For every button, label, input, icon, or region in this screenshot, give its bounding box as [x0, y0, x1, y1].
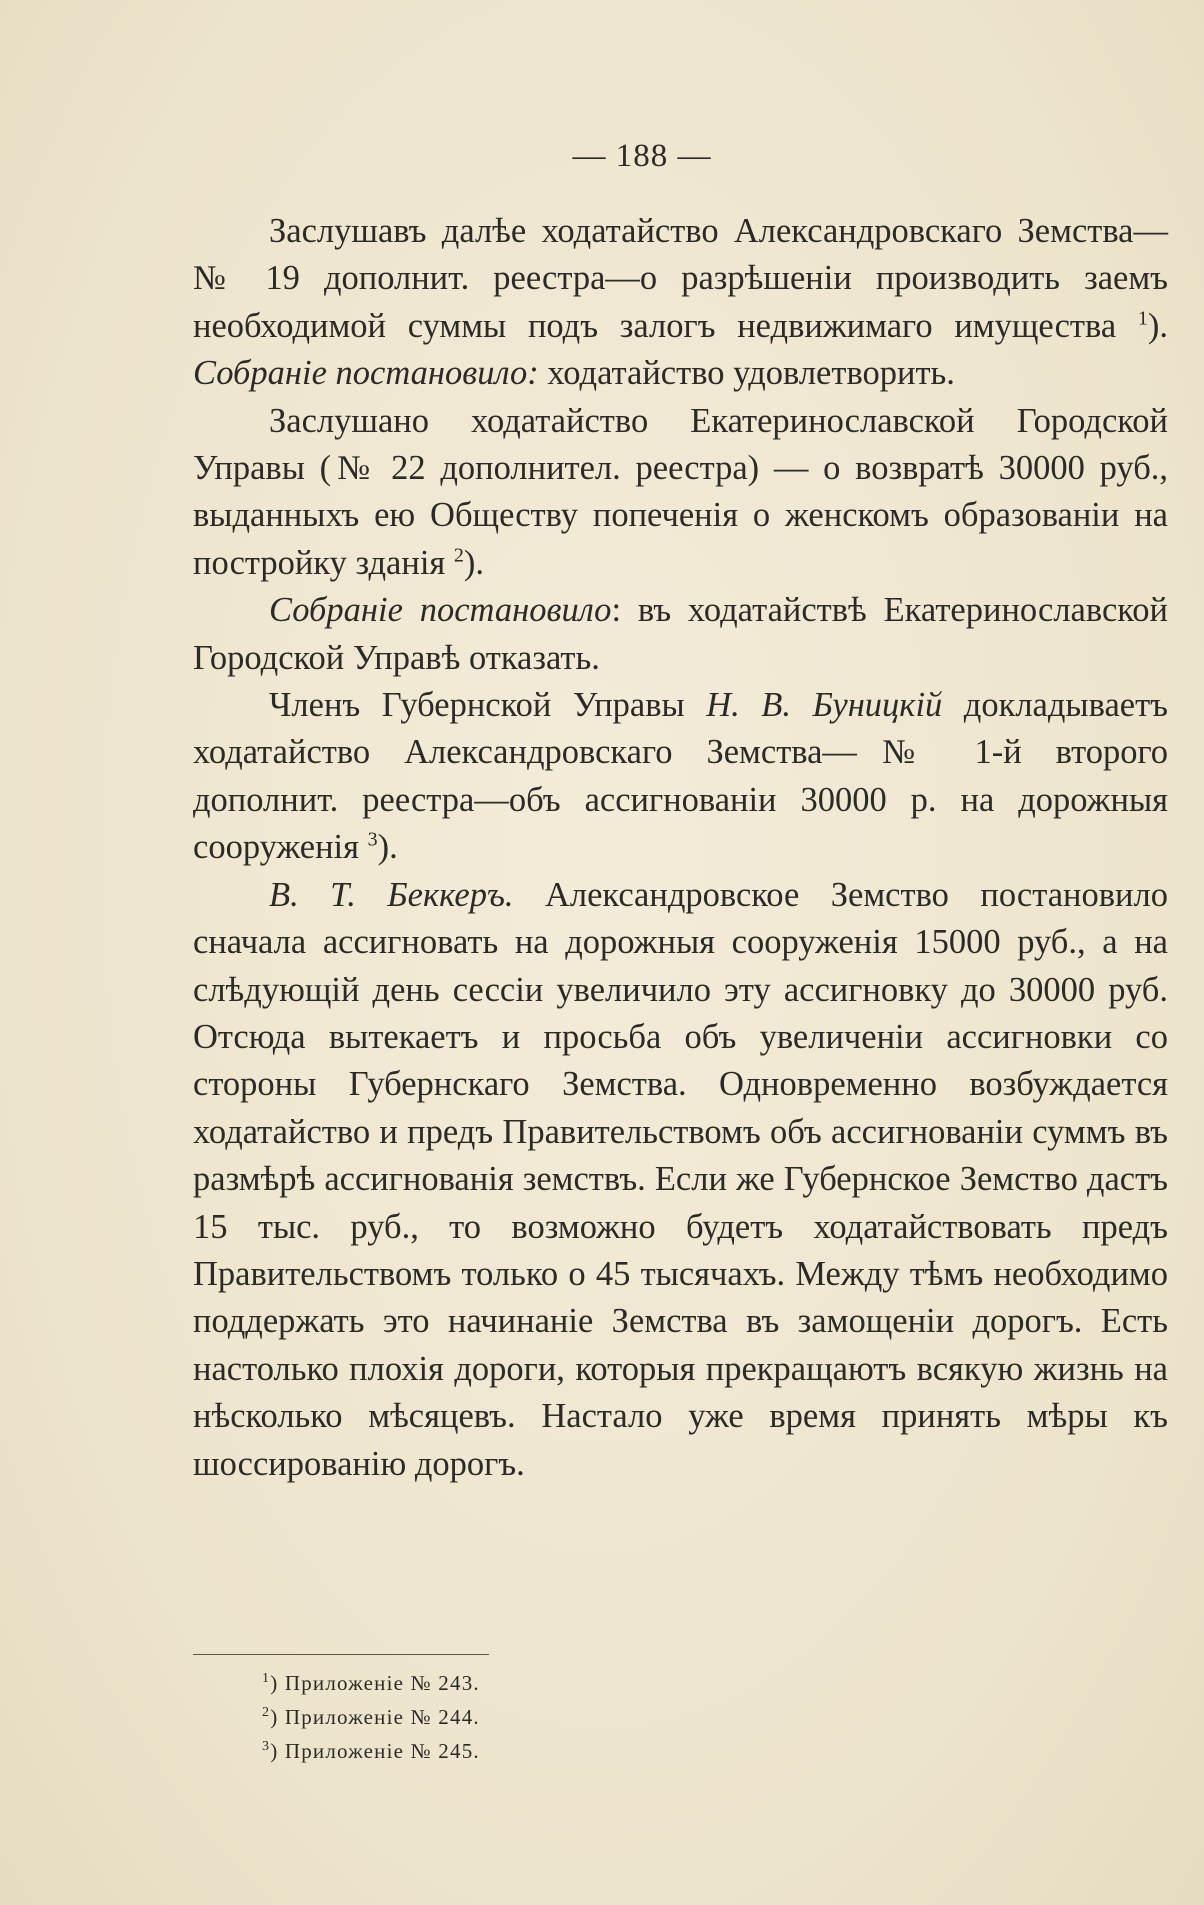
- footnote-text: ) Приложеніе № 245.: [270, 1739, 480, 1763]
- paragraph-text: Членъ Губернской Управы: [269, 686, 685, 725]
- footnote-item: [262, 1734, 862, 1768]
- footnote-divider: [193, 1654, 489, 1655]
- paragraph-text: : въ ходатайствѣ Екатеринославской Городской Управѣ отказать.: [193, 591, 1168, 677]
- footnote-ref: 1: [1137, 307, 1148, 330]
- footnote-text: ) Приложеніе № 244.: [270, 1705, 480, 1729]
- speaker-name: В. Т. Беккеръ.: [269, 875, 514, 914]
- footnote-item: [262, 1666, 862, 1700]
- footnote-mark: 3: [262, 1739, 271, 1754]
- page-number: — 188 —: [572, 138, 712, 174]
- footnote-text: ) Приложеніе № 243.: [270, 1671, 480, 1695]
- paragraph-ekaterinoslav-resolution: [193, 587, 1168, 682]
- paragraph-text: ).: [463, 543, 485, 582]
- paragraph-text: Александровское Земство постановило сначала ассигновать на дорожныя сооруженія 15000 руб., а на слѣдующій день сессіи увеличило эту ассигновку до 30000 руб. Отсюда вытекаетъ и просьба объ увеличеніи ассигновки со стороны Губернскаго Земства. Одновременно возбуждается ходатайство и предъ Правительствомъ объ ассигнованіи суммъ въ размѣрѣ ассигнованія земствъ. Если же Губернское Земство дастъ 15 тыс. руб., то возможно будетъ ходатайствовать предъ Правительствомъ только о 45 тысячахъ. Между тѣмъ необходимо поддержать это начинаніе Земства въ замощеніи дорогъ. Есть настолько плохія дороги, которыя прекращаютъ всякую жизнь на нѣсколько мѣсяцевъ. Настало уже время принять мѣры къ шоссированію дорогъ.: [193, 875, 1168, 1483]
- footnote-ref: 3: [367, 828, 378, 851]
- paragraph-text: ).: [1147, 306, 1169, 345]
- footnote-mark: 1: [262, 1671, 271, 1686]
- footnote-item: [262, 1700, 862, 1734]
- paragraph-bekker-speech: [193, 872, 1168, 1488]
- footnote-ref: 2: [453, 544, 464, 567]
- paragraph-alexandrovsk-loan: [193, 208, 1168, 398]
- paragraph-text: ходатайство удовлетворить.: [547, 354, 955, 393]
- paragraph-text: докладываетъ ходатайство Александровскаго Земства—№ 1-й второго дополнит. реестра—объ ассигнованіи 30000 р. на дорожныя сооруженія: [193, 686, 1168, 867]
- resolution-label: Собраніе постановило: [269, 591, 612, 630]
- paragraph-bunitsky-report: [193, 682, 1168, 872]
- footnotes: [262, 1666, 862, 1768]
- paragraph-text: ).: [377, 828, 398, 867]
- footnote-mark: 2: [262, 1705, 271, 1720]
- speaker-name: Н. В. Буницкій: [706, 686, 943, 725]
- body-text: [193, 208, 1168, 1488]
- paragraph-text: Заслушано ходатайство Екатеринославской Городской Управы (№ 22 дополнител. реестра) — о возвратѣ 30000 руб., выданныхъ ею Обществу попеченія о женскомъ образованіи на постройку зданія: [193, 401, 1168, 582]
- paragraph-ekaterinoslav-petition: [193, 398, 1168, 588]
- resolution-label: Собраніе постановило:: [193, 354, 539, 393]
- paragraph-text: Заслушавъ далѣе ходатайство Александровскаго Земства—№ 19 дополнит. реестра—о разрѣшеніи производить заемъ необходимой суммы подъ залогъ недвижимаго имущества: [193, 212, 1168, 345]
